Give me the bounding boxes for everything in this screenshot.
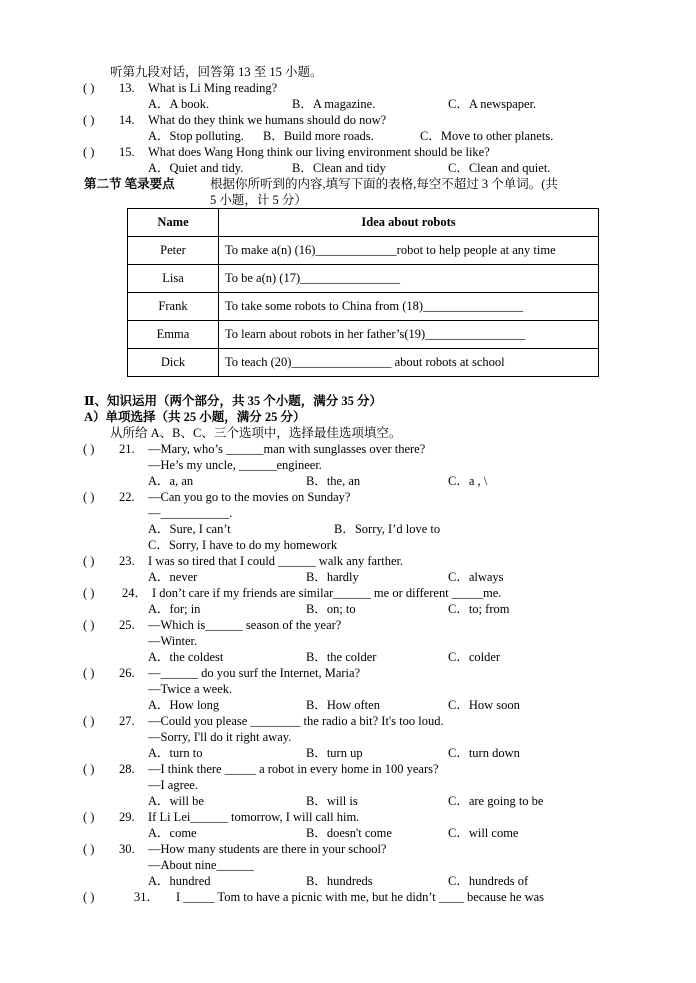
question-text: I was so tired that I could ______ walk any farther. xyxy=(148,554,404,568)
question-text: —How many students are there in your school? xyxy=(148,842,387,856)
cell-idea[interactable]: To learn about robots in her father’s(19)________________ xyxy=(219,321,599,349)
question-number: 30. xyxy=(119,842,135,856)
question-text-line2: —Twice a week. xyxy=(148,682,233,696)
option-b: B．the colder xyxy=(306,650,377,664)
notes-table xyxy=(127,208,599,377)
option-a: A．Sure, I can’t xyxy=(148,522,231,536)
question-number: 27. xyxy=(119,714,135,728)
option-b: B．doesn't come xyxy=(306,826,392,840)
table-row xyxy=(128,349,599,377)
answer-paren[interactable]: ( ) xyxy=(83,586,95,600)
cell-idea[interactable]: To take some robots to China from (18)________________ xyxy=(219,293,599,321)
cell-name: Lisa xyxy=(128,265,219,293)
section2-title: 第二节 笔录要点 xyxy=(84,177,175,191)
question-text: —I think there _____ a robot in every home in 100 years? xyxy=(148,762,439,776)
question-number: 21. xyxy=(119,442,135,456)
option-a: A．will be xyxy=(148,794,204,808)
question-number: 26. xyxy=(119,666,135,680)
question-text: —Can you go to the movies on Sunday? xyxy=(148,490,351,504)
question-text-line2: —___________. xyxy=(148,506,233,520)
option-a: A．come xyxy=(148,826,197,840)
answer-paren[interactable]: ( ) xyxy=(83,618,95,632)
option-a: A．Stop polluting. xyxy=(148,129,244,143)
question-number: 28. xyxy=(119,762,135,776)
answer-paren[interactable]: ( ) xyxy=(83,666,95,680)
option-a: A．A book. xyxy=(148,97,210,111)
table-row xyxy=(128,293,599,321)
section2-instruction: 根据你所听到的内容,填写下面的表格,每空不超过 3 个单词。(共 xyxy=(210,177,558,191)
question-text-line2: —Winter. xyxy=(148,634,198,648)
question-number: 22. xyxy=(119,490,135,504)
question-text-line2: —I agree. xyxy=(148,778,198,792)
question-text: I don’t care if my friends are similar______ me or different _____me. xyxy=(152,586,502,600)
answer-paren[interactable]: ( ) xyxy=(83,490,95,504)
option-b: B．Clean and tidy xyxy=(292,161,386,175)
part2-instruction: 从所给 A、B、C、三个选项中，选择最佳选项填空。 xyxy=(110,426,402,440)
option-c: C．are going to be xyxy=(448,794,544,808)
question-number: 14. xyxy=(119,113,135,127)
option-c: C．Clean and quiet. xyxy=(448,161,551,175)
cell-idea[interactable]: To make a(n) (16)_____________robot to help people at any time xyxy=(219,237,599,265)
option-a: A．turn to xyxy=(148,746,203,760)
table-row xyxy=(128,321,599,349)
question-number: 13. xyxy=(119,81,135,95)
option-b: B．turn up xyxy=(306,746,363,760)
option-c: C．turn down xyxy=(448,746,520,760)
answer-paren[interactable]: ( ) xyxy=(83,442,95,456)
option-b: B．will is xyxy=(306,794,358,808)
cell-name: Frank xyxy=(128,293,219,321)
cell-name: Peter xyxy=(128,237,219,265)
option-c: C．a , \ xyxy=(448,474,488,488)
option-c: C．will come xyxy=(448,826,519,840)
question-text: —Could you please ________ the radio a bit? It's too loud. xyxy=(148,714,444,728)
option-a: A．the coldest xyxy=(148,650,224,664)
option-a: A．for; in xyxy=(148,602,201,616)
question-text: —Mary, who’s ______man with sunglasses over there? xyxy=(148,442,426,456)
answer-paren[interactable]: ( ) xyxy=(83,113,95,127)
option-a: A．never xyxy=(148,570,198,584)
dialogue9-instruction: 听第九段对话，回答第 13 至 15 小题。 xyxy=(110,65,323,79)
question-number: 29. xyxy=(119,810,135,824)
question-number: 25. xyxy=(119,618,135,632)
question-text-line2: —Sorry, I'll do it right away. xyxy=(148,730,292,744)
header-idea: Idea about robots xyxy=(219,209,599,237)
question-text: I _____ Tom to have a picnic with me, but he didn’t ____ because he was xyxy=(176,890,545,904)
table-row xyxy=(128,265,599,293)
question-number: 15. xyxy=(119,145,135,159)
option-c: C．to; from xyxy=(448,602,510,616)
cell-idea[interactable]: To be a(n) (17)________________ xyxy=(219,265,599,293)
answer-paren[interactable]: ( ) xyxy=(83,810,95,824)
table-row xyxy=(128,237,599,265)
question-number: 24． xyxy=(122,586,148,600)
question-text-line2: —He’s my uncle, ______engineer. xyxy=(148,458,322,472)
answer-paren[interactable]: ( ) xyxy=(83,890,95,904)
section2-instruction-cont: 5 小题，计 5 分） xyxy=(210,193,307,207)
option-c: C．colder xyxy=(448,650,501,664)
answer-paren[interactable]: ( ) xyxy=(83,842,95,856)
answer-paren[interactable]: ( ) xyxy=(83,714,95,728)
option-c: C．A newspaper. xyxy=(448,97,537,111)
answer-paren[interactable]: ( ) xyxy=(83,81,95,95)
option-b: B．the, an xyxy=(306,474,361,488)
question-number: 23. xyxy=(119,554,135,568)
answer-paren[interactable]: ( ) xyxy=(83,145,95,159)
question-text-line2: —About nine______ xyxy=(148,858,254,872)
cell-name: Emma xyxy=(128,321,219,349)
part2-title: Ⅱ、知识运用（两个部分，共 35 个小题，满分 35 分） xyxy=(84,394,383,408)
option-a: A．How long xyxy=(148,698,220,712)
cell-idea[interactable]: To teach (20)________________ about robots at school xyxy=(219,349,599,377)
option-b: B．Sorry, I’d love to xyxy=(334,522,441,536)
question-text: If Li Lei______ tomorrow, I will call him. xyxy=(148,810,360,824)
option-a: A．Quiet and tidy. xyxy=(148,161,244,175)
option-c: C．hundreds of xyxy=(448,874,529,888)
part2-subsection-a: A）单项选择（共 25 小题，满分 25 分） xyxy=(84,410,306,424)
question-text: —Which is______ season of the year? xyxy=(148,618,342,632)
option-b: B．on; to xyxy=(306,602,356,616)
option-b: B．A magazine. xyxy=(292,97,376,111)
header-name: Name xyxy=(128,209,219,237)
answer-paren[interactable]: ( ) xyxy=(83,762,95,776)
table-header-row xyxy=(128,209,599,237)
option-c: C．Sorry, I have to do my homework xyxy=(148,538,338,552)
question-text: What does Wang Hong think our living environment should be like? xyxy=(148,145,490,159)
option-c: C．always xyxy=(448,570,504,584)
cell-name: Dick xyxy=(128,349,219,377)
option-a: A．a, an xyxy=(148,474,194,488)
answer-paren[interactable]: ( ) xyxy=(83,554,95,568)
option-a: A．hundred xyxy=(148,874,211,888)
option-b: B．Build more roads. xyxy=(263,129,374,143)
question-text: —______ do you surf the Internet, Maria? xyxy=(148,666,361,680)
option-b: B．hardly xyxy=(306,570,359,584)
question-text: What is Li Ming reading? xyxy=(148,81,278,95)
option-b: B．hundreds xyxy=(306,874,373,888)
question-text: What do they think we humans should do now? xyxy=(148,113,387,127)
option-b: B．How often xyxy=(306,698,380,712)
question-number: 31． xyxy=(134,890,160,904)
option-c: C．Move to other planets. xyxy=(420,129,554,143)
option-c: C．How soon xyxy=(448,698,520,712)
